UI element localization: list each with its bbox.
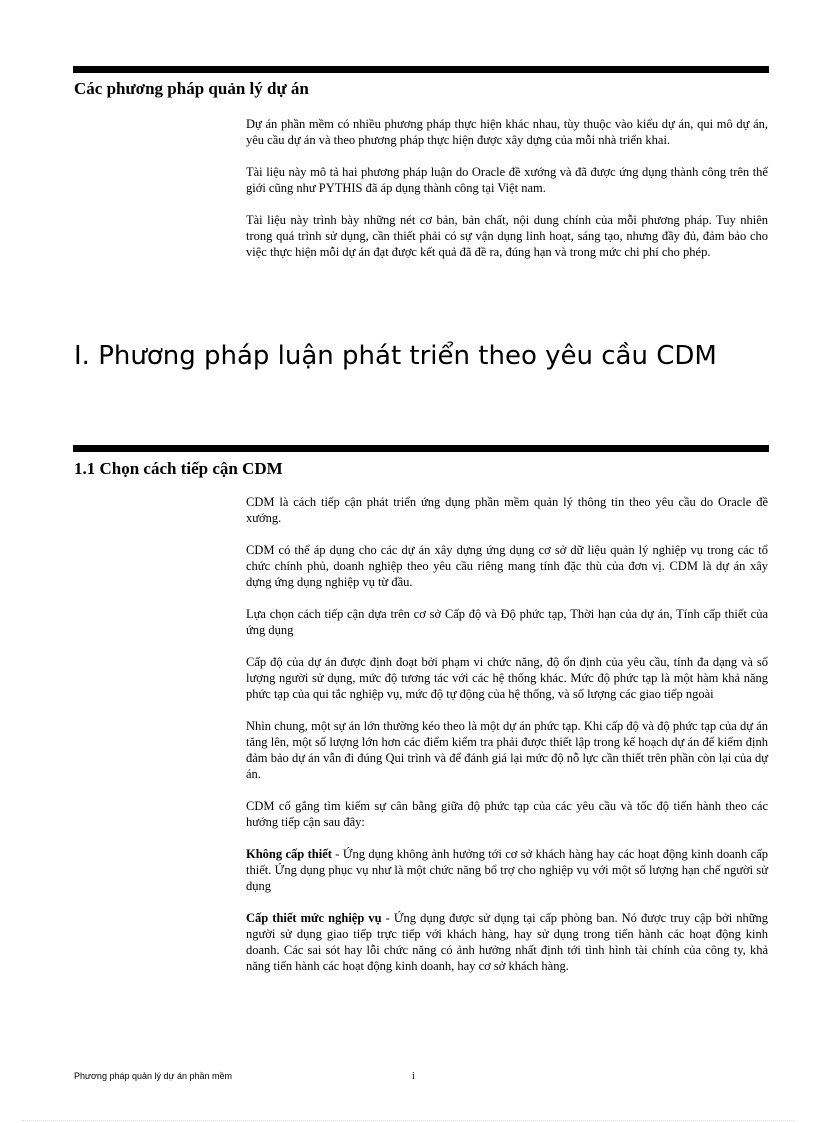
term-not-urgent-description: - Ứng dụng không ảnh hưởng tới cơ sở khách hàng hay các hoạt động kinh doanh cấp thiết. Ứng dụng phục vụ như là một chức năng bổ trợ cho nghiệp vụ với một số lượng hạn chế người sử dụng xyxy=(246,847,768,893)
intro-paragraph-1: Dự án phần mềm có nhiều phương pháp thực hiện khác nhau, tùy thuộc vào kiểu dự án, qui mô dự án, yêu cầu dự án và theo phương pháp thực hiện được xây dựng của mỗi nhà triển khai. xyxy=(246,117,768,147)
term-business-critical: Cấp thiết mức nghiệp vụ xyxy=(246,911,382,925)
section-1-1-heading: 1.1 Chọn cách tiếp cận CDM xyxy=(74,459,283,478)
page-bottom-edge xyxy=(22,1120,794,1121)
term-not-urgent: Không cấp thiết xyxy=(246,847,332,861)
term-business-critical-description: - Ứng dụng được sử dụng tại cấp phòng ban. Nó được truy cập bởi những người sử dụng giao tiếp trực tiếp với khách hàng, hay sử dụng trong tiến hành các hoạt động kinh doanh. Các sai sót hay lỗi chức năng có ảnh hưởng nhất định tới tình hình tài chính của công ty, khả năng tiến hành các hoạt động kinh doanh, hay cơ sở khách hàng. xyxy=(246,911,768,973)
chapter-title: I. Phương pháp luận phát triển theo yêu cầu CDM xyxy=(74,341,717,371)
section-paragraph-6: CDM cố gắng tìm kiếm sự cân bằng giữa độ phức tạp của các yêu cầu và tốc độ tiến hành theo các hướng tiếp cận sau đây: xyxy=(246,799,768,829)
intro-heading: Các phương pháp quản lý dự án xyxy=(74,79,309,98)
footer-page-number: i xyxy=(412,1071,415,1082)
section-paragraph-3: Lựa chọn cách tiếp cận dựa trên cơ sở Cấp độ và Độ phức tạp, Thời hạn của dự án, Tính cấp thiết của ứng dụng xyxy=(246,607,768,637)
intro-text-block xyxy=(246,116,768,276)
footer-document-title: Phương pháp quản lý dự án phần mềm xyxy=(74,1071,233,1081)
intro-paragraph-2: Tài liệu này mô tả hai phương pháp luận do Oracle đề xướng và đã được ứng dụng thành công trên thế giới cũng như PYTHIS đã áp dụng thành công tại Việt nam. xyxy=(246,165,768,195)
term-paragraph-not-urgent xyxy=(246,846,768,894)
term-paragraph-business-critical xyxy=(246,910,768,974)
section-paragraph-5: Nhìn chung, một sự án lớn thường kéo theo là một dự án phức tạp. Khi cấp độ và độ phức tạp của dự án tăng lên, một số lượng lớn hơn các điểm kiểm tra phải được thiết lập trong kế hoạch dự án để kiểm định đảm bảo dự án vẫn đi đúng Qui trình và để đánh giá lại mức độ nỗ lực cần thiết trên phần còn lại của dự án. xyxy=(246,719,768,781)
section-paragraph-4: Cấp độ của dự án được định đoạt bởi phạm vi chức năng, độ ổn định của yêu cầu, tính đa dạng và số lượng người sử dụng, mức độ tương tác với các hệ thống khác. Mức độ phức tạp là một hàm khả năng phức tạp của qui tắc nghiệp vụ, mức độ tự động của hệ thống, và số lượng các giao tiếp ngoài xyxy=(246,655,768,701)
section-paragraph-1: CDM là cách tiếp cận phát triển ứng dụng phần mềm quản lý thông tin theo yêu cầu do Oracle đề xướng. xyxy=(246,495,768,525)
section-1-1-text-block xyxy=(246,494,768,990)
intro-paragraph-3: Tài liệu này trình bày những nét cơ bản, bản chất, nội dung chính của mỗi phương pháp. Tuy nhiên trong quá trình sử dụng, cần thiết phải có sự vận dụng linh hoạt, sáng tạo, nhưng đầy đủ, đảm bảo cho việc thực hiện mỗi dự án đạt được kết quả đã đề ra, đúng hạn và trong mức chi phí cho phép. xyxy=(246,213,768,259)
section-horizontal-rule xyxy=(73,445,769,452)
section-paragraph-2: CDM có thể áp dụng cho các dự án xây dựng ứng dụng cơ sở dữ liệu quản lý nghiệp vụ trong các tổ chức chính phủ, doanh nghiệp theo yêu cầu riêng mang tính đặc thù của đơn vị. CDM là dự án xây dựng ứng dụng nghiệp vụ từ đầu. xyxy=(246,543,768,589)
top-horizontal-rule xyxy=(73,66,769,73)
